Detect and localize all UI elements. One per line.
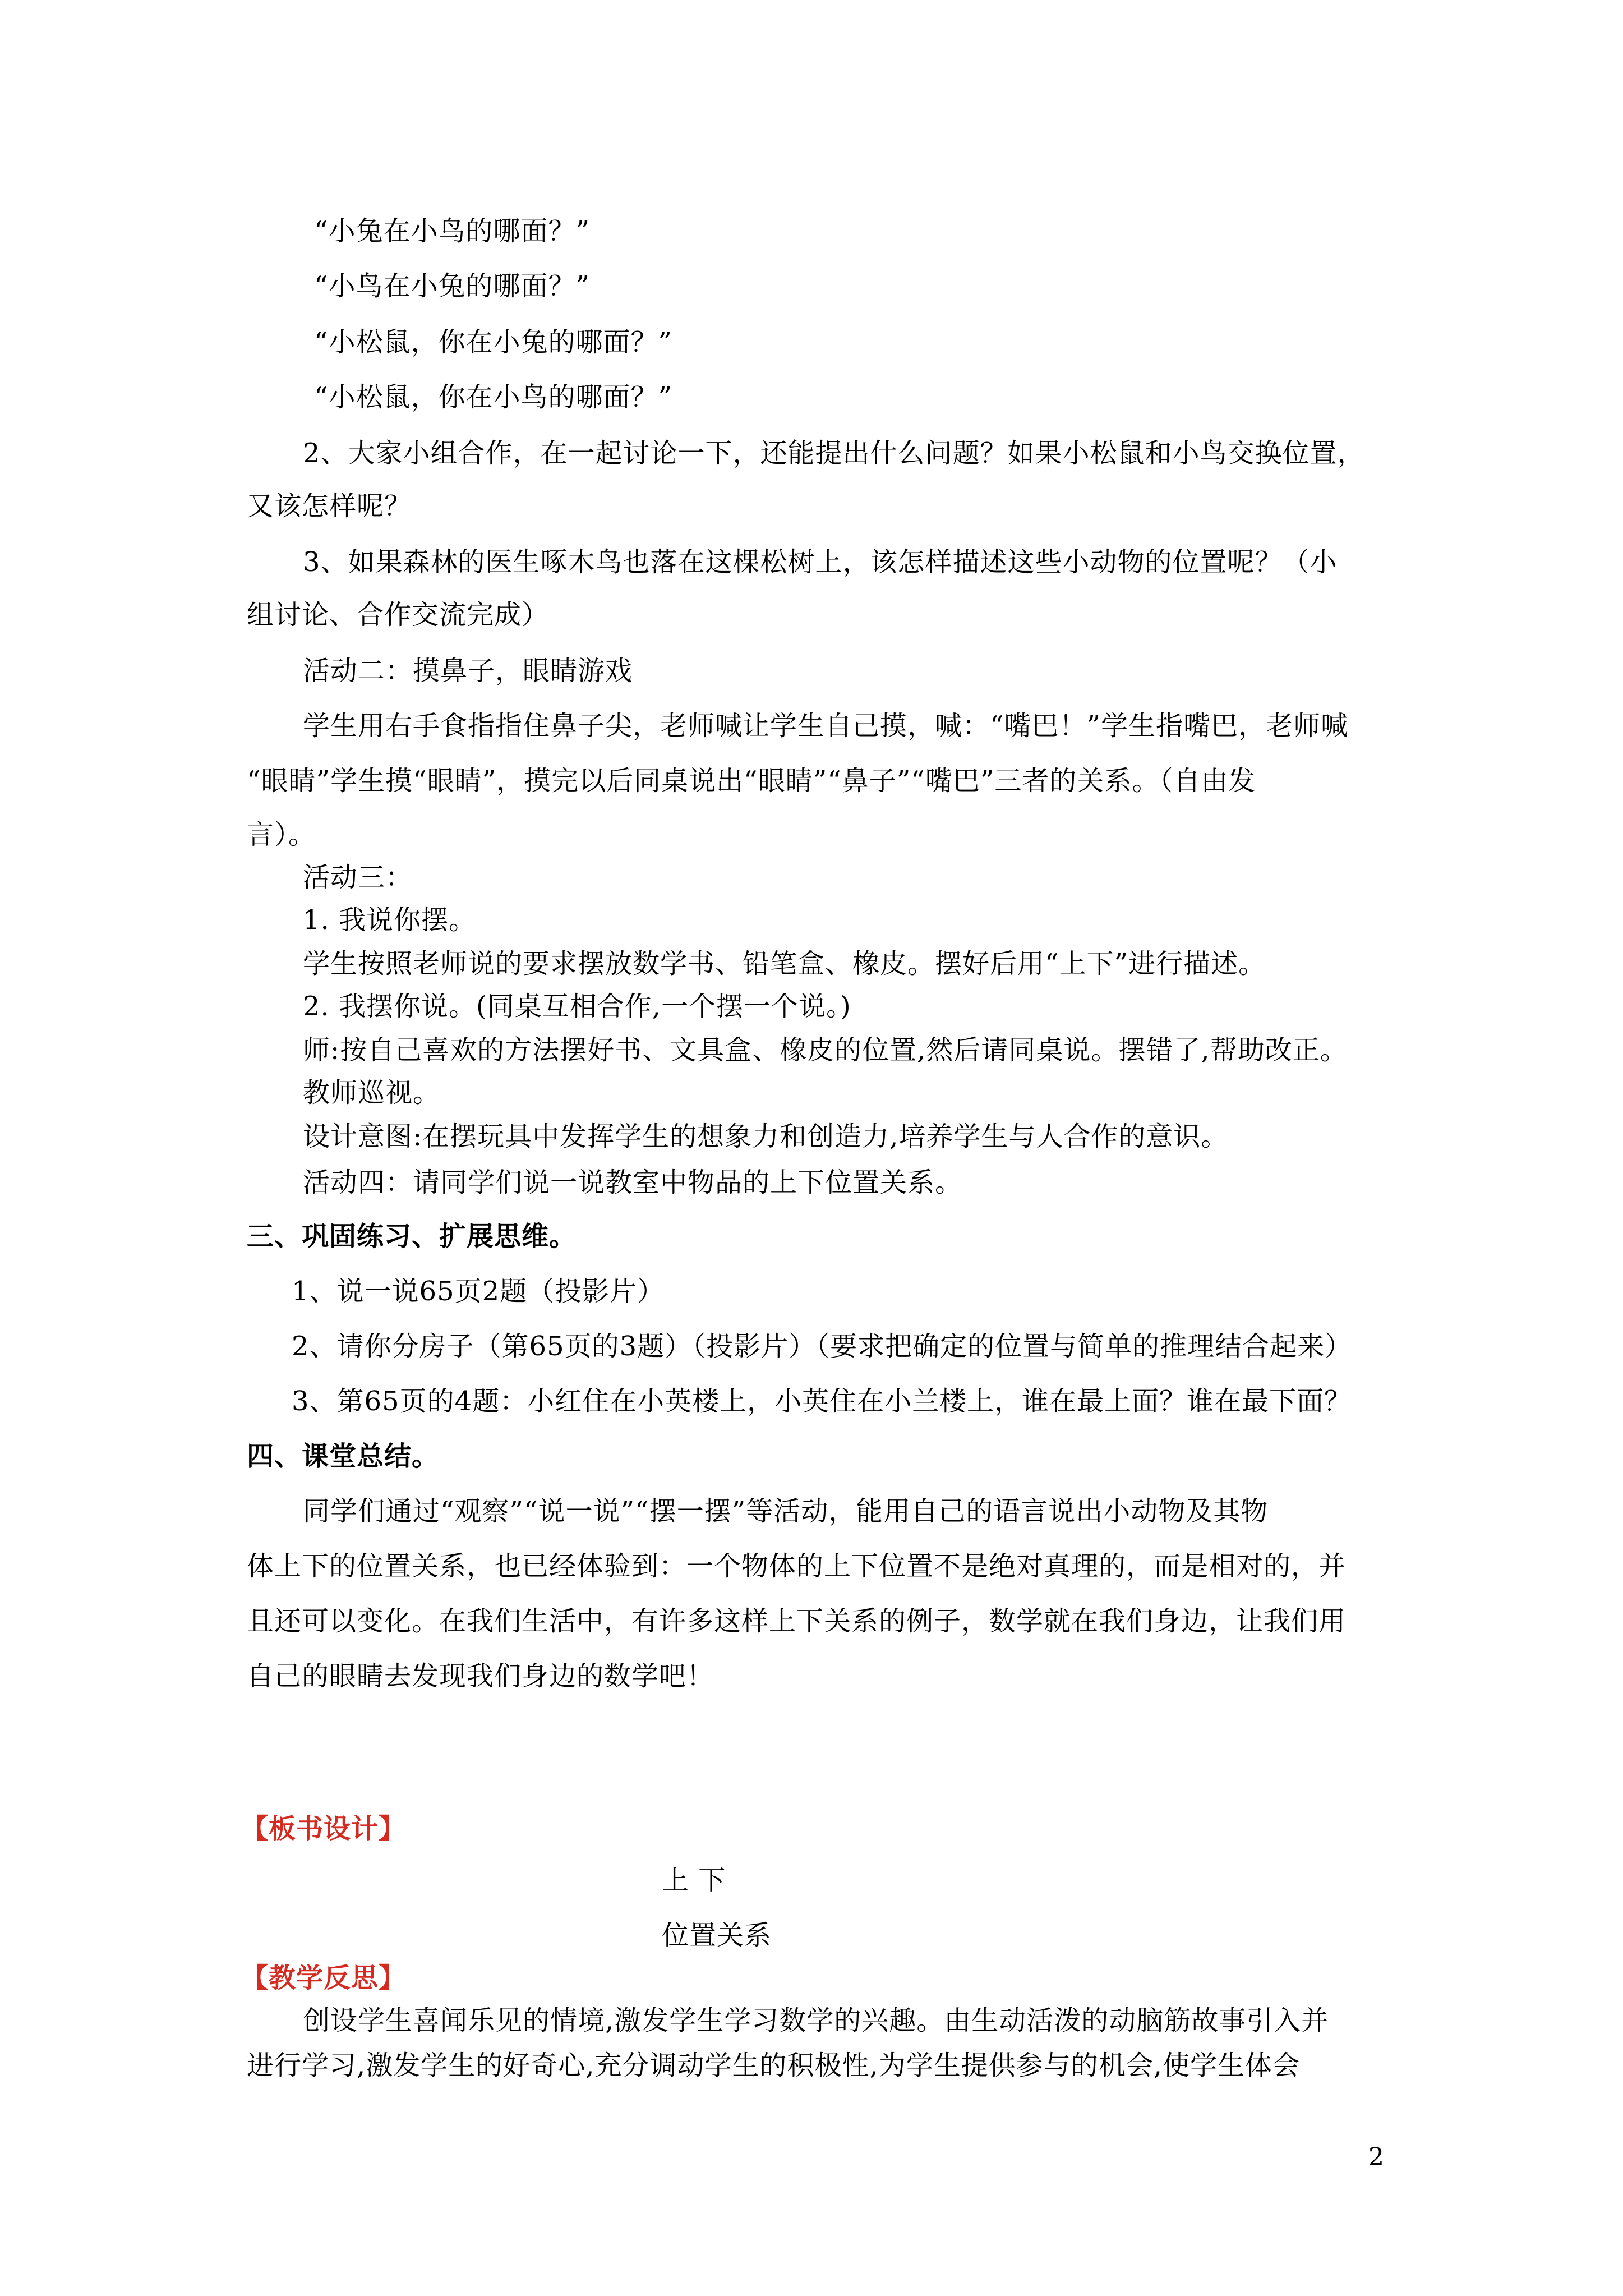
exercise-3: 3、第65页的4题：小红住在小英楼上，小英住在小兰楼上，谁在最上面？谁在最下面？ [292,1386,1352,1417]
activity-3-sub-1: 1. 我说你摆。 [303,904,477,936]
activity-3-intent: 设计意图:在摆玩具中发挥学生的想象力和创造力,培养学生与人合作的意识。 [303,1121,1229,1152]
board-design-heading: 【板书设计】 [241,1813,407,1844]
exercise-1: 1、说一说65页2题（投影片） [292,1276,665,1307]
item-2-line-1: 2、大家小组合作，在一起讨论一下，还能提出什么问题？如果小松鼠和小鸟交换位置， [303,438,1365,469]
question-1: “小兔在小鸟的哪面？” [314,215,591,247]
question-2: “小鸟在小兔的哪面？” [314,270,591,302]
item-3-line-1: 3、如果森林的医生啄木鸟也落在这棵松树上，该怎样描述这些小动物的位置呢？（小 [303,546,1338,578]
item-2-line-2: 又该怎样呢？ [247,490,412,522]
activity-3-patrol: 教师巡视。 [303,1077,441,1108]
summary-line-2: 体上下的位置关系，也已经体验到：一个物体的上下位置不是绝对真理的，而是相对的，并 [247,1550,1347,1582]
board-line-1: 上 下 [662,1865,726,1896]
section-3-heading: 三、巩固练习、扩展思维。 [247,1221,577,1252]
section-4-heading: 四、课堂总结。 [247,1441,440,1472]
summary-line-1: 同学们通过“观察”“说一说”“摆一摆”等活动，能用自己的语言说出小动物及其物 [303,1496,1269,1527]
activity-2-line-2: “眼睛”学生摸“眼睛”，摸完以后同桌说出“眼睛”“鼻子”“嘴巴”三者的关系。（自由发 [247,765,1256,797]
item-3-line-2: 组讨论、合作交流完成） [247,599,550,631]
activity-3-teacher: 师:按自己喜欢的方法摆好书、文具盒、橡皮的位置,然后请同桌说。摆错了,帮助改正。 [303,1034,1348,1066]
summary-line-3: 且还可以变化。在我们生活中，有许多这样上下关系的例子，数学就在我们身边，让我们用 [247,1605,1347,1637]
activity-2-title: 活动二：摸鼻子，眼睛游戏 [303,655,633,687]
page-number: 2 [1368,2143,1384,2171]
activity-3-title: 活动三： [303,862,413,893]
board-line-2: 位置关系 [662,1920,772,1951]
activity-2-line-3: 言）。 [247,819,316,850]
reflection-heading: 【教学反思】 [241,1962,407,1994]
activity-3-sub-1-desc: 学生按照老师说的要求摆放数学书、铅笔盒、橡皮。摆好后用“上下”进行描述。 [303,948,1266,979]
summary-line-4: 自己的眼睛去发现我们身边的数学吧！ [247,1660,714,1692]
reflection-line-1: 创设学生喜闻乐见的情境,激发学生学习数学的兴趣。由生动活泼的动脑筋故事引入并 [303,2005,1329,2036]
question-4: “小松鼠，你在小鸟的哪面？” [314,381,673,413]
activity-4-title: 活动四：请同学们说一说教室中物品的上下位置关系。 [303,1167,963,1198]
activity-3-sub-2: 2. 我摆你说。(同桌互相合作,一个摆一个说。) [303,991,851,1022]
question-3: “小松鼠，你在小兔的哪面？” [314,326,673,358]
exercise-2: 2、请你分房子（第65页的3题）（投影片）（要求把确定的位置与简单的推理结合起来） [292,1331,1353,1362]
activity-2-line-1: 学生用右手食指指住鼻子尖，老师喊让学生自己摸，喊：“嘴巴！”学生指嘴巴，老师喊 [303,710,1349,742]
reflection-line-2: 进行学习,激发学生的好奇心,充分调动学生的积极性,为学生提供参与的机会,使学生体会 [247,2050,1301,2081]
